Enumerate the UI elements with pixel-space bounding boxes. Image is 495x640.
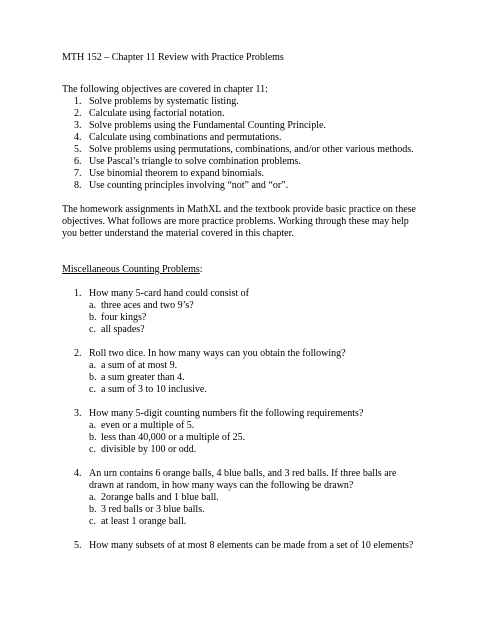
objective-number: 1. bbox=[74, 96, 82, 107]
problem-part-letter: a. bbox=[89, 300, 96, 311]
section-heading bbox=[62, 264, 203, 276]
problem-part-letter: a. bbox=[89, 360, 96, 371]
problem-part-letter: c. bbox=[89, 324, 96, 335]
problem-part-letter: b. bbox=[89, 372, 97, 383]
problem-text: How many 5-card hand could consist of bbox=[89, 288, 249, 299]
problem-text: Roll two dice. In how many ways can you obtain the following? bbox=[89, 348, 346, 359]
problem-text: How many subsets of at most 8 elements can be made from a set of 10 elements? bbox=[89, 540, 414, 551]
problem-part-text: 2orange balls and 1 blue ball. bbox=[101, 492, 219, 503]
problem-part-letter: b. bbox=[89, 312, 97, 323]
problem-part-text: 3 red balls or 3 blue balls. bbox=[101, 504, 205, 515]
problem-part-letter: a. bbox=[89, 420, 96, 431]
objective-text: Solve problems using the Fundamental Counting Principle. bbox=[89, 120, 326, 131]
problem-part-letter: b. bbox=[89, 504, 97, 515]
problem-number: 3. bbox=[74, 408, 82, 419]
objective-number: 8. bbox=[74, 180, 82, 191]
document-title: MTH 152 – Chapter 11 Review with Practice Problems bbox=[62, 52, 284, 63]
problem-part-text: divisible by 100 or odd. bbox=[101, 444, 197, 455]
objective-number: 5. bbox=[74, 144, 82, 155]
problem-number: 1. bbox=[74, 288, 82, 299]
problem-part-letter: b. bbox=[89, 432, 97, 443]
problem-text: How many 5-digit counting numbers fit the following requirements? bbox=[89, 408, 364, 419]
paragraph-line: The homework assignments in MathXL and the textbook provide basic practice on these bbox=[62, 204, 416, 215]
problem-part-text: less than 40,000 or a multiple of 25. bbox=[101, 432, 246, 443]
problem-part-text: three aces and two 9’s? bbox=[101, 300, 194, 311]
objective-number: 4. bbox=[74, 132, 82, 143]
paragraph-line: you better understand the material covered in this chapter. bbox=[62, 228, 294, 239]
problem-part-text: four kings? bbox=[101, 312, 147, 323]
problem-part-text: a sum of at most 9. bbox=[101, 360, 178, 371]
problem-number: 2. bbox=[74, 348, 82, 359]
objectives-intro: The following objectives are covered in chapter 11: bbox=[62, 84, 268, 95]
problem-part-text: a sum of 3 to 10 inclusive. bbox=[101, 384, 207, 395]
problem-number: 4. bbox=[74, 468, 82, 479]
section-heading-colon: : bbox=[199, 264, 203, 275]
problem-part-text: all spades? bbox=[101, 324, 145, 335]
problem-text: drawn at random, in how many ways can the following be drawn? bbox=[89, 480, 354, 491]
problem-part-text: at least 1 orange ball. bbox=[101, 516, 187, 527]
objective-number: 7. bbox=[74, 168, 82, 179]
problem-number: 5. bbox=[74, 540, 82, 551]
objective-text: Solve problems using permutations, combinations, and/or other various methods. bbox=[89, 144, 414, 155]
problem-part-text: a sum greater than 4. bbox=[101, 372, 185, 383]
problem-part-letter: c. bbox=[89, 516, 96, 527]
section-heading-text: Miscellaneous Counting Problems bbox=[62, 264, 200, 275]
paragraph-line: objectives. What follows are more practice problems. Working through these may help bbox=[62, 216, 409, 227]
problem-part-text: even or a multiple of 5. bbox=[101, 420, 195, 431]
objective-text: Use binomial theorem to expand binomials. bbox=[89, 168, 264, 179]
objective-text: Use counting principles involving “not” and “or”. bbox=[89, 180, 289, 191]
problem-part-letter: c. bbox=[89, 384, 96, 395]
problem-part-letter: a. bbox=[89, 492, 96, 503]
objective-number: 3. bbox=[74, 120, 82, 131]
objective-text: Use Pascal’s triangle to solve combination problems. bbox=[89, 156, 301, 167]
objective-text: Calculate using factorial notation. bbox=[89, 108, 225, 119]
problem-text: An urn contains 6 orange balls, 4 blue balls, and 3 red balls. If three balls are bbox=[89, 468, 397, 479]
problem-part-letter: c. bbox=[89, 444, 96, 455]
objective-text: Calculate using combinations and permutations. bbox=[89, 132, 282, 143]
objective-number: 2. bbox=[74, 108, 82, 119]
objective-text: Solve problems by systematic listing. bbox=[89, 96, 239, 107]
objective-number: 6. bbox=[74, 156, 82, 167]
